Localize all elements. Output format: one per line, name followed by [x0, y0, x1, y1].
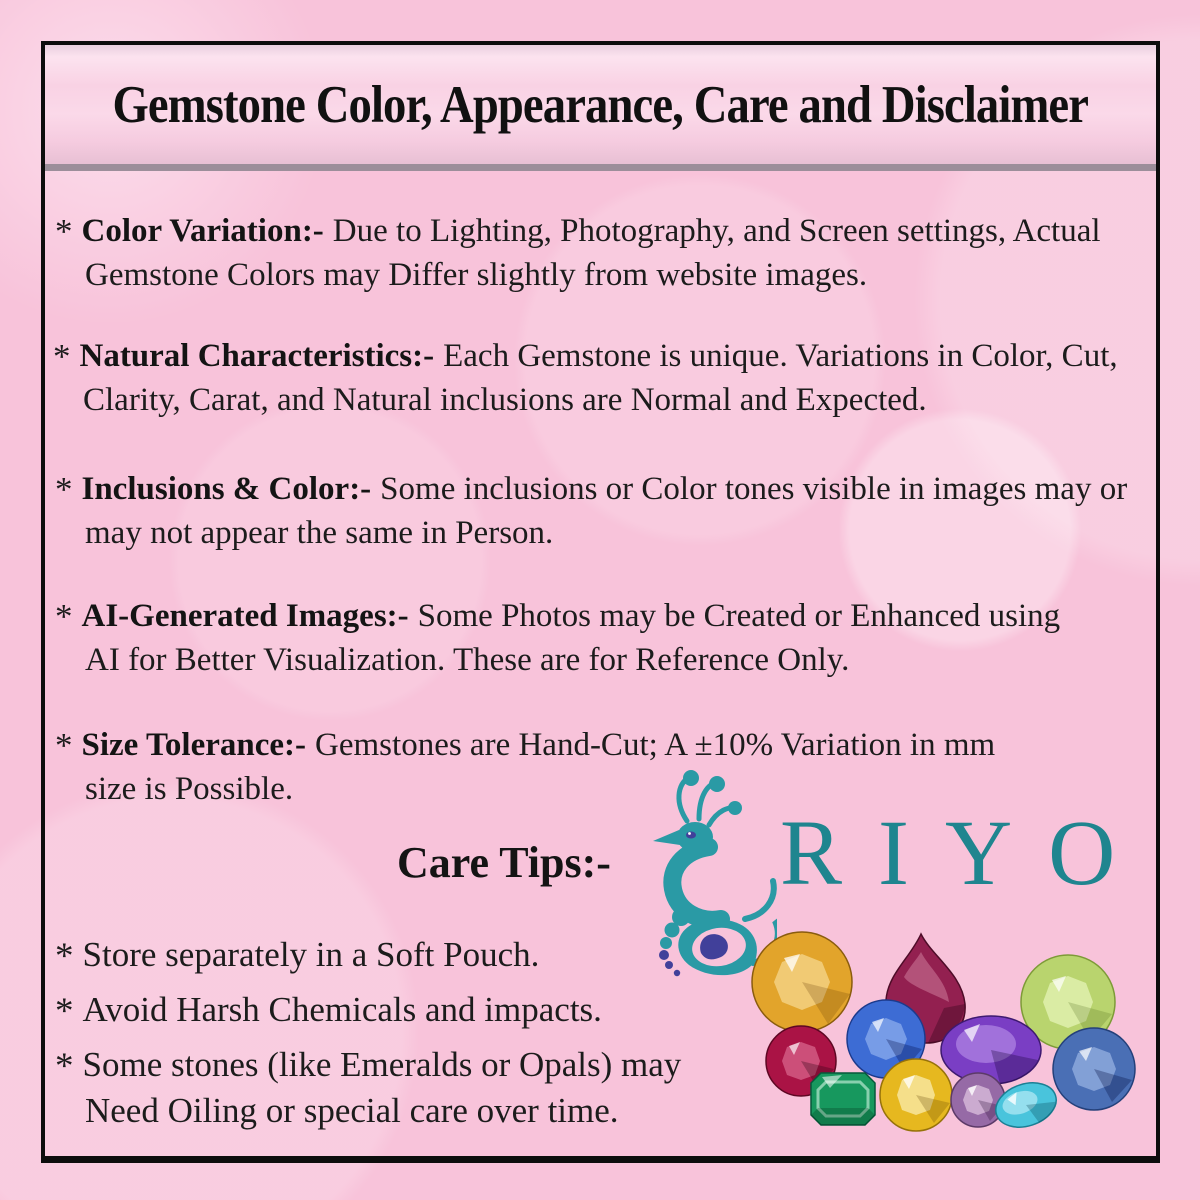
disclaimer-item-text: Some inclusions or Color tones visible in images may or may not appear the same in Person. — [85, 471, 1128, 551]
title-bar — [45, 45, 1156, 171]
gem-blue-topaz — [1053, 1028, 1135, 1110]
care-tip-oiling — [55, 1042, 685, 1134]
bullet-marker: * — [55, 936, 74, 977]
care-tip-text: Some stones (like Emeralds or Opals) may Need Oiling or special care over time. — [82, 1045, 682, 1130]
bullet-marker: * — [55, 470, 73, 509]
care-tips-heading: Care Tips:- — [397, 838, 611, 887]
content-frame — [41, 41, 1160, 1163]
disclaimer-item-label: AI-Generated Images:- — [81, 598, 409, 634]
gem-rose-amethyst — [951, 1073, 1005, 1127]
disclaimer-item-label: Size Tolerance:- — [81, 727, 307, 763]
care-tip-text: Avoid Harsh Chemicals and impacts. — [82, 990, 602, 1029]
disclaimer-item-text: Each Gemstone is unique. Variations in Color, Cut, Clarity, Carat, and Natural inclusions are Normal and Expected. — [83, 338, 1118, 418]
bullet-marker: * — [55, 597, 73, 636]
gem-amethyst — [941, 1016, 1041, 1084]
bullet-marker: * — [55, 212, 73, 251]
disclaimer-item-ai-generated — [55, 593, 1065, 682]
disclaimer-item-label: Color Variation:- — [81, 213, 324, 249]
disclaimer-item-natural-characteristics — [53, 333, 1188, 422]
disclaimer-item-color-variation — [55, 208, 1165, 297]
bullet-marker: * — [55, 991, 74, 1032]
disclaimer-item-text: Some Photos may be Created or Enhanced using AI for Better Visualization. These are for Reference Only. — [85, 598, 1061, 678]
disclaimer-item-text: Due to Lighting, Photography, and Screen settings, Actual Gemstone Colors may Differ slightly from website images. — [85, 213, 1101, 293]
care-tip-chemicals — [55, 987, 685, 1033]
disclaimer-item-label: Natural Characteristics:- — [79, 338, 435, 374]
peacock-eye-glint — [688, 832, 691, 835]
gem-emerald — [811, 1073, 875, 1125]
bullet-marker: * — [55, 1046, 74, 1087]
disclaimer-item-size-tolerance — [55, 722, 1015, 811]
bullet-marker: * — [53, 337, 71, 376]
care-tip-text: Store separately in a Soft Pouch. — [82, 935, 540, 974]
gemstones-image — [738, 922, 1156, 1150]
brand-name: RIYO — [780, 802, 1152, 905]
disclaimer-item-text: Gemstones are Hand-Cut; A ±10% Variation in mm size is Possible. — [85, 727, 996, 807]
page-title: Gemstone Color, Appearance, Care and Disclaimer — [112, 75, 1089, 134]
disclaimer-item-label: Inclusions & Color:- — [81, 471, 372, 507]
care-tip-soft-pouch — [55, 932, 685, 978]
gem-golden-citrine — [880, 1059, 952, 1131]
gem-citrine — [752, 932, 852, 1032]
bullet-marker: * — [55, 726, 73, 765]
disclaimer-item-inclusions-color — [55, 466, 1165, 555]
